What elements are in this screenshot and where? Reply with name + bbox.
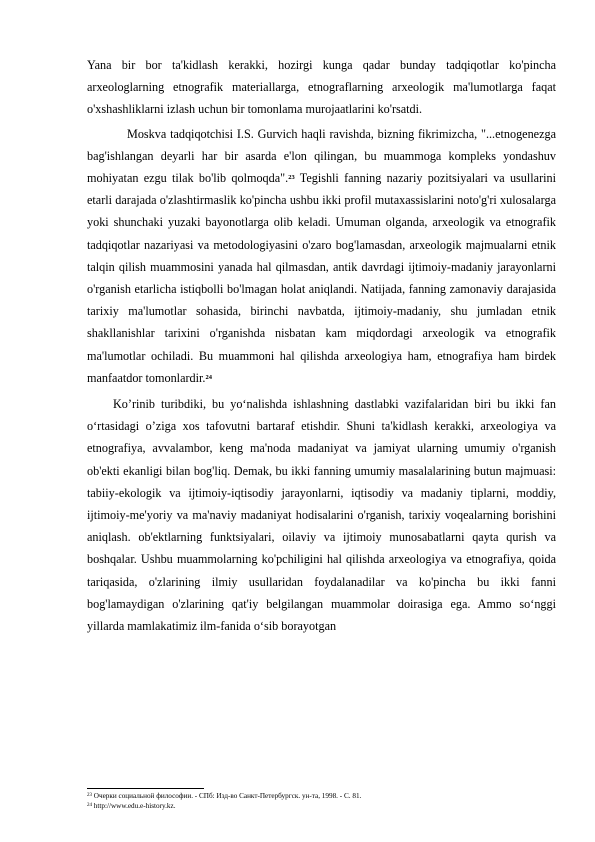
footnote-ref-23[interactable]: 23	[288, 174, 295, 182]
footnote-link[interactable]: http://www.edu.e-history.kz.	[92, 802, 176, 810]
paragraph-3-text: Ko’rinib turibdiki, bu yo‘nalishda ishlashning dastlabki vazifalaridan biri bu ikki fan o‘rtasidagi o’ziga xos tafovutni bartaraf etishdir. Shuni ta'kidlash kerakki, arxeologiya va etnografiya, avvalambor, keng ma'noda madaniyat va jamiyat ularning umumiy o'rganish ob'ekti ekanligi bilan bog'liq. Demak, bu ikki fanning umumiy masalalarining butun majmuasi: tabiiy-ekologik va ijtimoiy-iqtisodiy jarayonlarni, iqtisodiy va madaniy tiplarni, moddiy, ijtimoiy-me'yoriy va ma'naviy madaniyat hodisalarini o'rganish, tarixiy voqealarning borishini aniqlash. ob'ektlarning funktsiyalari, oilaviy va ijtimoiy munosabatlarni qayta qurish va boshqalar. Ushbu muammolarning ko'pchiligini hal qilishda arxeologiya va etnografiya, qoida tariqasida, o'zlarining ilmiy usullaridan foydalanadilar va ko'pincha bu ikki fanni bog'lamaydigan o'zlarining qat'iy belgilangan muammolar doirasiga ega. Ammo so‘nggi yillarda mamlakatimiz ilm-fanida o‘sib borayotgan	[87, 397, 556, 634]
paragraph-1	[87, 54, 556, 121]
paragraph-3	[87, 393, 556, 637]
footnote-24	[87, 801, 556, 811]
paragraph-2	[87, 123, 556, 389]
footnote-separator	[87, 788, 204, 789]
paragraph-2-text: Moskva tadqiqotchisi I.S. Gurvich haqli ravishda, bizning fikrimizcha, "...etnogenezga bag'ishlangan deyarli har bir asarda e'lon qilingan, bu muammoga kompleks yondashuv mohiyatan ezgu tilak bo'lib qolmoqda".	[87, 126, 556, 186]
footnote-text: Очерки социальной философии. - СПб: Изд-во Санкт-Петербургск. ун-та, 1998. - С. 81.	[92, 792, 362, 800]
footnote-23	[87, 791, 556, 801]
paragraph-2-text-cont: Tegishli fanning nazariy pozitsiyalari va usullarini etarli darajada o'zlashtirmaslik ko'pincha ushbu ikki profil mutaxassislarini noto'g'ri xulosalarga yoki shunchaki yuzaki bayonotlarga olib keladi. Umuman olganda, arxeologik va etnografik tadqiqotlar nazariyasi va metodologiyasini o'zaro bog'lamasdan, arxeologik majmualarni etnik talqin qilish muammosini yanada hal qilmasdan, antik davrdagi ijtimoiy-madaniy jarayonlarni o'rganish etarlicha istiqbolli bo'lmagan holat aniqlandi. Natijada, fanning zamonaviy darajasida tarixiy ma'lumotlar sohasida, birinchi navbatda, ijtimoiy-madaniy, shu jumladan etnik shakllanishlar tarixini o'rganishda nisbatan kam miqdordagi arxeologik va etnografik ma'lumotlar ochiladi. Bu muammoni hal qilishda arxeologiya ham, etnografiya ham birdek manfaatdor tomonlardir.	[87, 171, 556, 385]
footnotes	[87, 788, 556, 811]
document-body	[87, 54, 556, 637]
footnote-number: 23	[87, 793, 92, 798]
footnote-ref-24[interactable]: 24	[205, 373, 212, 381]
paragraph-1-text: Yana bir bor ta'kidlash kerakki, hozirgi kunga qadar bunday tadqiqotlar ko'pincha arxeologlarning etnografik materiallarga, etnograflarning arxeologik ma'lumotlarga faqat o'xshashliklarni izlash uchun bir tomonlama murojaatlarini ko'rsatdi.	[87, 58, 556, 117]
footnote-number: 24	[87, 803, 92, 808]
